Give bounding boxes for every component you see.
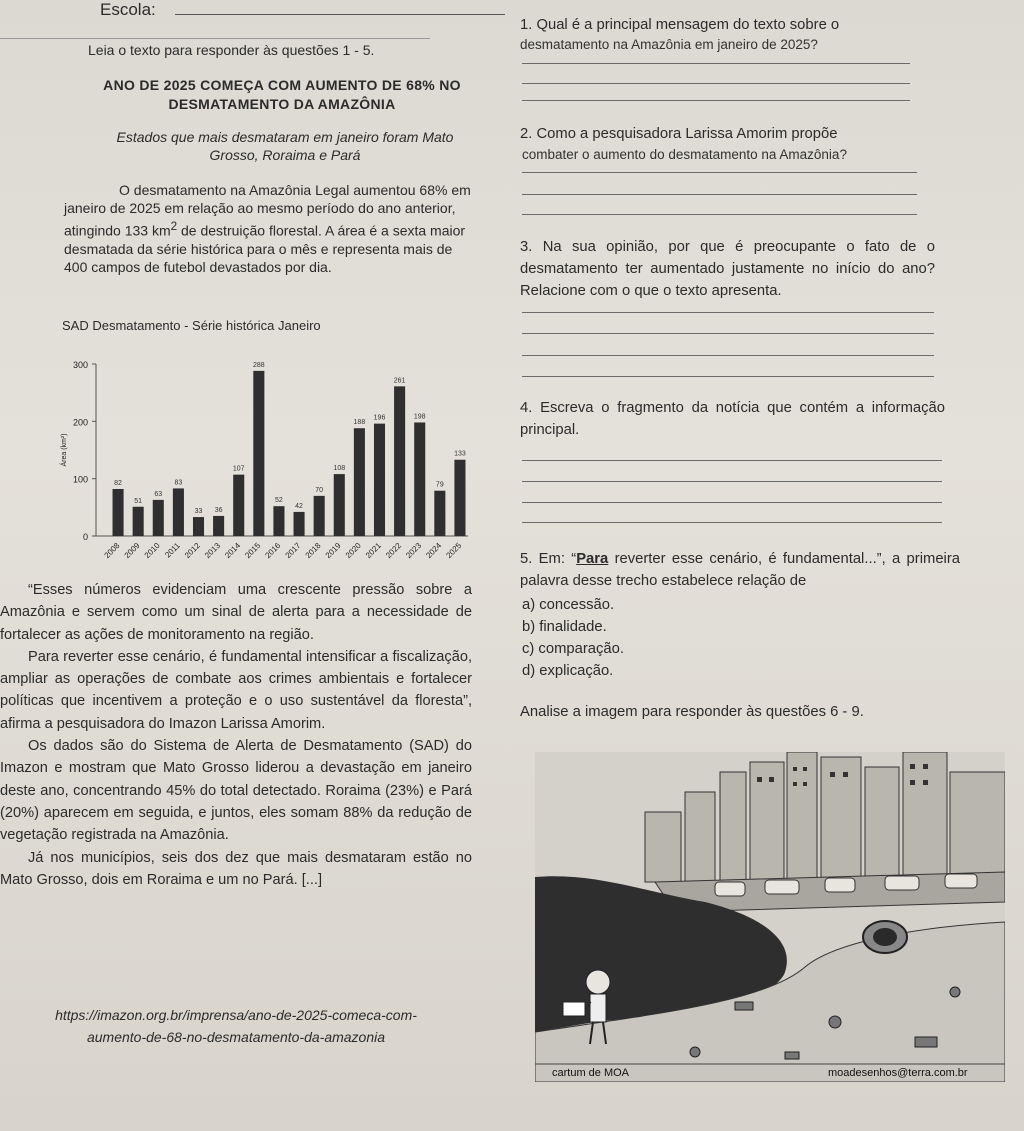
y-tick-label: 0 bbox=[82, 532, 88, 542]
quote-paragraph-1-text: “Esses números evidenciam uma crescente pressão sobre a Amazônia e servem como um sinal de alerta para a necessidade de fortalecer as ações de monitoramento na região. bbox=[0, 582, 472, 643]
bar-2010 bbox=[153, 500, 164, 536]
paragraph-3-text: Os dados são do Sistema de Alerta de Desmatamento (SAD) do Imazon e mostram que Mato Grosso liderou a devastação em janeiro deste ano, concentrando 45% do total detectado. Roraima (23%) e Pará (20%) aparecem em seguida, e juntos, eles somam 88% da redução de vegetação registrada na Amazônia. bbox=[0, 738, 472, 844]
bar-2019 bbox=[334, 474, 345, 536]
bar-value-label: 261 bbox=[393, 377, 406, 385]
answer-line[interactable] bbox=[522, 376, 934, 377]
bar-value-label: 107 bbox=[232, 465, 245, 473]
school-name-line[interactable] bbox=[175, 14, 505, 15]
question-5-options bbox=[522, 594, 624, 682]
url-line-1: https://imazon.org.br/imprensa/ano-de-2025-comeca-com- bbox=[55, 1007, 417, 1023]
news-paragraph-1 bbox=[64, 181, 472, 277]
chart-title: SAD Desmatamento - Série histórica Janeiro bbox=[62, 318, 321, 333]
option-b[interactable]: b) finalidade. bbox=[522, 619, 607, 635]
answer-line[interactable] bbox=[522, 214, 917, 215]
x-tick-label: 2023 bbox=[404, 541, 424, 560]
option-a[interactable]: a) concessão. bbox=[522, 597, 615, 613]
q5-rest: reverter esse cenário, é fundamental...”, a primeira palavra desse trecho estabelece relação de bbox=[520, 551, 960, 589]
divider bbox=[0, 38, 430, 39]
q5-prefix: 5. Em: “ bbox=[520, 551, 577, 567]
question-4: 4. Escreva o fragmento da notícia que contém a informação principal. bbox=[520, 400, 945, 438]
cartoon-drawing bbox=[535, 752, 1005, 1082]
bar-value-label: 133 bbox=[454, 450, 466, 458]
bar-2009 bbox=[133, 507, 144, 536]
subtitle-line-2: Grosso, Roraima e Pará bbox=[209, 147, 361, 163]
x-tick-label: 2009 bbox=[122, 541, 142, 560]
answer-line[interactable] bbox=[522, 502, 942, 503]
bar-2014 bbox=[233, 475, 244, 536]
bar-2012 bbox=[193, 517, 204, 536]
answer-line[interactable] bbox=[522, 460, 942, 461]
quote-paragraph-1 bbox=[0, 579, 472, 646]
bar-2018 bbox=[314, 496, 325, 536]
cartoon-credit: cartum de MOA bbox=[552, 1067, 630, 1079]
option-c[interactable]: c) comparação. bbox=[522, 641, 624, 657]
news-headline bbox=[92, 76, 472, 114]
headline-line-2: DESMATAMENTO DA AMAZÔNIA bbox=[168, 96, 396, 112]
bar-value-label: 198 bbox=[413, 413, 426, 421]
bar-value-label: 79 bbox=[435, 481, 444, 489]
bar-2020 bbox=[354, 428, 365, 536]
y-tick-label: 100 bbox=[72, 474, 88, 485]
y-tick-label: 200 bbox=[72, 417, 88, 428]
x-tick-label: 2016 bbox=[263, 541, 283, 560]
paragraph-1-text-b: de destruição florestal. A área é a sexta maior desmatada da série histórica para o mês e representa mais de 400 campos de futebol devastados por dia. bbox=[64, 222, 466, 276]
question-3: 3. Na sua opinião, por que é preocupante o fato de o desmatamento ter aumentado justamente no início do ano? Relacione com o que o texto apresenta. bbox=[520, 239, 935, 299]
answer-line[interactable] bbox=[522, 172, 917, 173]
x-tick-label: 2019 bbox=[323, 541, 343, 560]
quote-paragraph-2 bbox=[0, 646, 472, 735]
option-d[interactable]: d) explicação. bbox=[522, 663, 614, 679]
news-body bbox=[0, 579, 472, 891]
answer-line[interactable] bbox=[522, 194, 917, 195]
x-tick-label: 2022 bbox=[384, 541, 404, 560]
x-tick-label: 2012 bbox=[182, 541, 202, 560]
x-tick-label: 2015 bbox=[243, 541, 263, 560]
questions-6-9-instructions: Analise a imagem para responder às questões 6 - 9. bbox=[520, 704, 864, 720]
deforestation-bar-chart bbox=[56, 336, 476, 572]
question-1: 1. Qual é a principal mensagem do texto sobre o bbox=[520, 17, 840, 33]
news-subtitle bbox=[115, 128, 455, 164]
bar-value-label: 70 bbox=[315, 486, 324, 494]
paragraph-3 bbox=[0, 735, 472, 846]
superscript: 2 bbox=[170, 219, 178, 233]
bar-value-label: 108 bbox=[333, 465, 346, 473]
bar-value-label: 82 bbox=[114, 479, 122, 487]
bar-value-label: 83 bbox=[174, 479, 183, 487]
x-tick-label: 2010 bbox=[142, 541, 162, 560]
bar-value-label: 42 bbox=[295, 502, 303, 510]
x-tick-label: 2017 bbox=[283, 541, 303, 560]
answer-line[interactable] bbox=[522, 481, 942, 482]
bar-2017 bbox=[294, 512, 305, 536]
bar-value-label: 288 bbox=[252, 361, 265, 369]
answer-line[interactable] bbox=[522, 333, 934, 334]
source-url bbox=[0, 1004, 472, 1048]
bar-value-label: 36 bbox=[214, 506, 223, 514]
question-5 bbox=[520, 548, 960, 592]
bar-2024 bbox=[434, 491, 445, 536]
x-tick-label: 2014 bbox=[223, 541, 243, 560]
question-2-continuation: combater o aumento do desmatamento na Amazônia? bbox=[522, 147, 847, 162]
bar-value-label: 52 bbox=[275, 497, 283, 505]
question-1-continuation: desmatamento na Amazônia em janeiro de 2025? bbox=[520, 37, 818, 52]
instructions: Leia o texto para responder às questões 1 - 5. bbox=[88, 42, 375, 58]
y-tick-label: 300 bbox=[72, 360, 88, 370]
bar-value-label: 63 bbox=[154, 490, 163, 498]
bar-value-label: 33 bbox=[194, 508, 203, 516]
x-tick-label: 2024 bbox=[424, 541, 444, 560]
answer-line[interactable] bbox=[522, 355, 934, 356]
bar-2013 bbox=[213, 516, 224, 536]
bar-2025 bbox=[454, 460, 465, 536]
bar-2021 bbox=[374, 424, 385, 536]
bar-2023 bbox=[414, 422, 425, 536]
headline-line-1: ANO DE 2025 COMEÇA COM AUMENTO DE 68% NO bbox=[103, 77, 461, 93]
bar-2016 bbox=[273, 506, 284, 536]
x-tick-label: 2025 bbox=[444, 541, 464, 560]
paragraph-1-text-a: O desmatamento na Amazônia Legal aumentou 68% em janeiro de 2025 em relação ao mesmo período do ano anterior, atingindo 133 km bbox=[64, 182, 471, 239]
quote-paragraph-2-text: Para reverter esse cenário, é fundamental intensificar a fiscalização, ampliar as operações de combate aos crimes ambientais e fortalecer políticas que incentivem a proteção e o uso sustentável da floresta”, afirma a pesquisadora do Imazon Larissa Amorim. bbox=[0, 648, 472, 732]
answer-line[interactable] bbox=[522, 522, 942, 523]
answer-line[interactable] bbox=[522, 312, 934, 313]
cartoon-email: moadesenhos@terra.com.br bbox=[828, 1067, 968, 1079]
x-tick-label: 2008 bbox=[102, 541, 122, 560]
bar-2008 bbox=[113, 489, 124, 536]
x-tick-label: 2020 bbox=[343, 541, 363, 560]
paragraph-4-text: Já nos municípios, seis dos dez que mais desmataram estão no Mato Grosso, dois em Roraima e um no Pará. [...] bbox=[0, 849, 472, 888]
x-tick-label: 2018 bbox=[303, 541, 323, 560]
bar-2015 bbox=[253, 371, 264, 536]
question-2: 2. Como a pesquisadora Larissa Amorim propõe bbox=[520, 126, 838, 142]
x-tick-label: 2011 bbox=[163, 541, 182, 560]
x-tick-label: 2013 bbox=[203, 541, 223, 560]
y-axis-label: Área (km²) bbox=[61, 433, 68, 467]
url-line-2: aumento-de-68-no-desmatamento-da-amazonia bbox=[86, 1029, 386, 1045]
answer-line[interactable] bbox=[522, 63, 910, 64]
subtitle-line-1: Estados que mais desmataram em janeiro foram Mato bbox=[116, 129, 454, 145]
bar-2022 bbox=[394, 386, 405, 536]
q5-highlighted-word: Para bbox=[576, 551, 609, 567]
paragraph-4 bbox=[0, 847, 472, 892]
x-tick-label: 2021 bbox=[363, 541, 383, 560]
bar-value-label: 188 bbox=[353, 419, 366, 427]
school-label: Escola: bbox=[100, 0, 156, 19]
answer-line[interactable] bbox=[522, 100, 910, 101]
bar-value-label: 51 bbox=[134, 497, 143, 505]
bar-2011 bbox=[173, 488, 184, 536]
bar-value-label: 196 bbox=[373, 414, 386, 422]
answer-line[interactable] bbox=[522, 83, 910, 84]
cartoon-image bbox=[535, 752, 1005, 1082]
